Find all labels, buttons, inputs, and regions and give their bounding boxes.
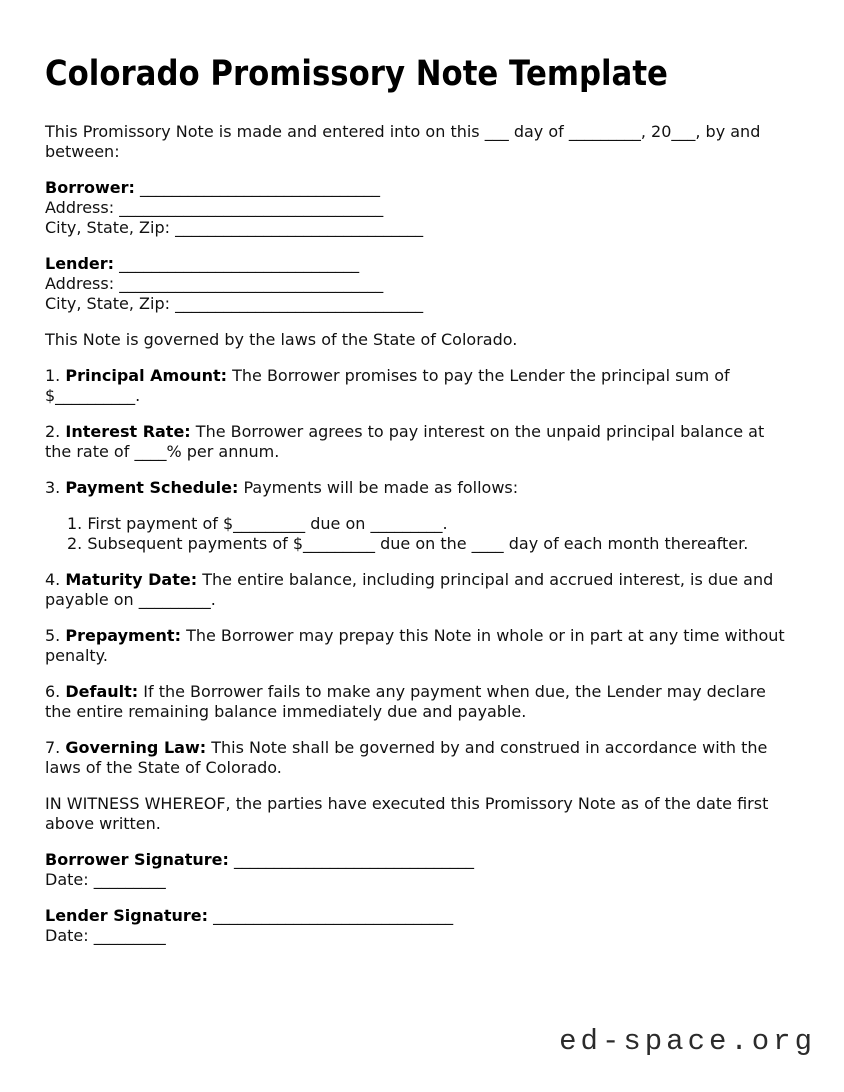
lender-signature-blank: ______________________________: [213, 906, 454, 925]
governing-statement: This Note is governed by the laws of the State of Colorado.: [45, 330, 518, 349]
borrower-block: [45, 178, 794, 238]
section-number: 7.: [45, 738, 61, 757]
section-number: 2.: [45, 422, 61, 441]
section-number: 4.: [45, 570, 61, 589]
borrower-signature-blank: ______________________________: [233, 850, 474, 869]
section-text: The Borrower agrees to pay interest on the unpaid principal balance at the rate of ____% per annum.: [45, 422, 765, 461]
section-number: 1.: [45, 366, 61, 385]
section-prepayment: [45, 626, 794, 666]
section-payment-schedule: [45, 478, 794, 498]
borrower-label: Borrower:: [45, 178, 135, 197]
section-label: Governing Law:: [65, 738, 207, 757]
borrower-city-blank: _______________________________: [175, 218, 424, 237]
sublist-item-subsequent-payments: 2. Subsequent payments of $_________ due on the ____ day of each month thereafter.: [67, 534, 749, 553]
borrower-city-label: City, State, Zip:: [45, 218, 171, 237]
borrower-name-blank: ______________________________: [139, 178, 380, 197]
section-number: 6.: [45, 682, 61, 701]
lender-address-label: Address:: [45, 274, 115, 293]
witness-clause: IN WITNESS WHEREOF, the parties have executed this Promissory Note as of the date first above written.: [45, 794, 769, 833]
borrower-date-blank: _________: [93, 870, 166, 889]
section-label: Payment Schedule:: [65, 478, 239, 497]
lender-date-label: Date:: [45, 926, 89, 945]
section-label: Maturity Date:: [65, 570, 198, 589]
section-text: If the Borrower fails to make any payment when due, the Lender may declare the entire remaining balance immediately due and payable.: [45, 682, 766, 721]
borrower-name-line: [45, 178, 794, 198]
section-number: 3.: [45, 478, 61, 497]
lender-block: [45, 254, 794, 314]
section-governing-law: [45, 738, 794, 778]
lender-date-blank: _________: [93, 926, 166, 945]
lender-signature-block: [45, 906, 794, 946]
section-default: [45, 682, 794, 722]
page-title: Colorado Promissory Note Template: [45, 54, 668, 94]
section-text: This Note shall be governed by and construed in accordance with the laws of the State of Colorado.: [45, 738, 768, 777]
lender-name-line: [45, 254, 794, 274]
section-number: 5.: [45, 626, 61, 645]
section-text: The Borrower promises to pay the Lender the principal sum of $__________.: [45, 366, 730, 405]
borrower-address-blank: _________________________________: [119, 198, 384, 217]
section-interest-rate: [45, 422, 794, 462]
borrower-address-line: [45, 198, 794, 218]
borrower-signature-label: Borrower Signature:: [45, 850, 229, 869]
section-principal-amount: [45, 366, 794, 406]
payment-schedule-sublist: [67, 514, 794, 554]
section-text: The Borrower may prepay this Note in whole or in part at any time without penalty.: [45, 626, 785, 665]
watermark-ed-space: ed-space.org: [559, 1025, 816, 1058]
lender-name-blank: ______________________________: [119, 254, 360, 273]
intro-paragraph: This Promissory Note is made and entered into on this ___ day of _________, 20___, by and between:: [45, 122, 761, 161]
lender-address-blank: _________________________________: [119, 274, 384, 293]
lender-date-line: [45, 926, 794, 946]
lender-signature-line: [45, 906, 794, 926]
lender-city-blank: _______________________________: [175, 294, 424, 313]
section-label: Interest Rate:: [65, 422, 191, 441]
borrower-address-label: Address:: [45, 198, 115, 217]
lender-city-label: City, State, Zip:: [45, 294, 171, 313]
lender-address-line: [45, 274, 794, 294]
lender-label: Lender:: [45, 254, 115, 273]
section-label: Prepayment:: [65, 626, 181, 645]
section-label: Principal Amount:: [65, 366, 227, 385]
section-text: The entire balance, including principal and accrued interest, is due and payable on _________.: [45, 570, 774, 609]
borrower-signature-block: [45, 850, 794, 890]
section-text: Payments will be made as follows:: [243, 478, 519, 497]
borrower-signature-line: [45, 850, 794, 870]
lender-city-line: [45, 294, 794, 314]
lender-signature-label: Lender Signature:: [45, 906, 209, 925]
borrower-date-label: Date:: [45, 870, 89, 889]
borrower-date-line: [45, 870, 794, 890]
section-label: Default:: [65, 682, 139, 701]
sublist-item-first-payment: 1. First payment of $_________ due on _________.: [67, 514, 448, 533]
borrower-city-line: [45, 218, 794, 238]
section-maturity-date: [45, 570, 794, 610]
